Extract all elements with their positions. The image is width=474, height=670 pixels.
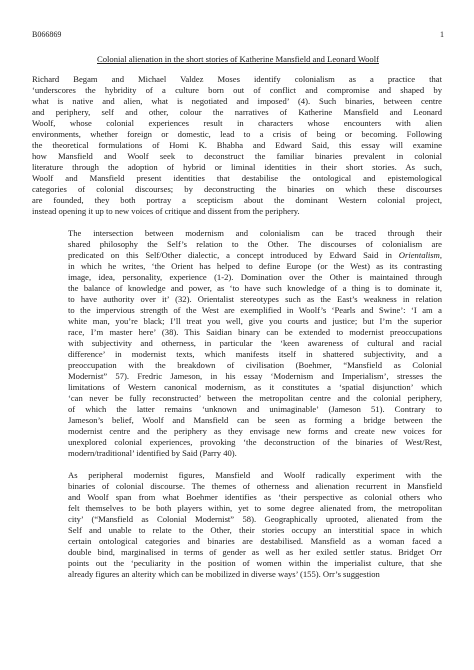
- work-title: Orientalism: [398, 250, 440, 260]
- essay-title: Colonial alienation in the short stories of Katherine Mansfield and Leonard Woolf: [97, 54, 379, 64]
- essay-body: [32, 74, 442, 580]
- text-line: to have authority over it’ (32). Orientalist stereotypes such as the East’s weakness in relation: [68, 294, 442, 304]
- text-line: the theoretical formulations of Homi K. Bhabha and Edward Said, this essay will examine: [32, 140, 442, 150]
- text-line: Woolf, whose colonial experiences result in characters whose encounters with alien: [32, 118, 442, 128]
- text-line: and periphery, self and other, colour the narratives of Katherine Mansfield and Leonard: [32, 107, 442, 117]
- text-line: difference’ in modernist texts, which manifests itself in shattered subjectivity, and a: [68, 349, 442, 359]
- text-line: to the impervious strength of the West are exemplified in Woolf’s ‘Pearls and Swine’: ‘I am a: [68, 305, 442, 315]
- page-number: 1: [440, 30, 444, 39]
- text-line: are founded, they both portray a scepticism about the dominant Western colonial project,: [32, 195, 442, 205]
- text-line: categories of colonial discourses; by deconstructing the binaries on which these discourses: [32, 184, 442, 194]
- student-id: B066869: [32, 30, 62, 39]
- paragraph-3: [32, 470, 442, 580]
- text-line: modern/traditional’ identified by Said (Parry 40).: [68, 448, 237, 458]
- text-line: image, idea, personality, experience (1-2). Domination over the Other is maintained through: [68, 272, 442, 282]
- text-line: unexplored colonial experiences, provoking ‘the deconstruction of the binaries of West/Rest,: [68, 437, 442, 447]
- text-line: ‘can never be fully reconstructed’ between the metropolitan centre and the colonial periphery,: [68, 393, 442, 403]
- text-line: city’ (“Mansfield as Colonial Modernist” 58). Geographically uprooted, alienated from the: [68, 514, 442, 524]
- text-line: what is native and alien, what is negotiated and imposed’ (4). Such binaries, between centre: [32, 96, 442, 106]
- text-line: literature through the adoption of hybrid or liminal identities in their short stories. As such,: [32, 162, 442, 172]
- text-line: Jameson’s belief, Woolf and Mansfield can be seen as forming a bridge between the: [68, 415, 442, 425]
- text-line: preoccupation with the breakdown of civilisation (Boehmer, “Mansfield as Colonial: [68, 360, 442, 370]
- paragraph-1: [32, 74, 442, 217]
- text-line: of which the latter remains ‘unknown and unimaginable’ (Jameson 51). Contrary to: [68, 404, 442, 414]
- paragraph-2: [32, 228, 442, 459]
- text-line: points out the ‘peculiarity in the position of women within the imperialist culture, that she: [68, 558, 442, 568]
- text-line: certain ontological categories and binaries are destabilised. Mansfield as a woman faced a: [68, 536, 442, 546]
- text-line: how Mansfield and Woolf seek to deconstruct the familiar binaries prevalent in colonial: [32, 151, 442, 161]
- text-line: ‘underscores the hybridity of a culture born out of conflict and compromise and shaped by: [32, 85, 442, 95]
- text-line: and Woolf span from what Boehmer identifies as ‘their perspective as colonial others who: [68, 492, 442, 502]
- text-line: As peripheral modernist figures, Mansfield and Woolf radically experiment with the: [68, 470, 442, 480]
- text-line: modernist centre and the periphery as they envisage new forms and create new voices for: [68, 426, 442, 436]
- text-line: binaries of colonial discourse. The themes of otherness and alienation recurrent in Mansfield: [68, 481, 442, 491]
- text-line: with subjectivity and otherness, in particular the ‘keen awareness of cultural and racial: [68, 338, 442, 348]
- text-line: Modernist” 57). Fredric Jameson, in his essay ‘Modernism and Imperialism’, stresses the: [68, 371, 442, 381]
- text-line: double bind, marginalised in terms of gender as well as her exiled settler status. Bridget Orr: [68, 547, 442, 557]
- text-line: instead opening it up to new voices of critique and dissent from the periphery.: [32, 206, 300, 216]
- text-line: shared philosophy the Self’s relation to the Other. The discourses of colonialism are: [68, 239, 442, 249]
- text-line: felt themselves to be both players within, yet to some degree alienated from, the metropolitan: [68, 503, 442, 513]
- text-line: environments, whether foreign or domestic, lead to a crisis of being or becoming. Following: [32, 129, 442, 139]
- punctuation: ,: [439, 250, 442, 260]
- text-line: race, I’m master here’ (38). This Saidian binary can be extended to modernist preoccupations: [68, 327, 442, 337]
- text-line: predicated on this Self/Other dialectic, a concept introduced by Edward Said in Orientalism,: [68, 250, 442, 260]
- text-line: The intersection between modernism and colonialism can be traced through their: [68, 228, 442, 238]
- text-line: limitations of Western canonical modernism, as it constitutes a ‘spatial disjunction’ which: [68, 382, 442, 392]
- text-line: in which he writes, ‘the Orient has helped to define Europe (or the West) as its contrasting: [68, 261, 442, 271]
- text-line: the balance of knowledge and power, as ‘to have such knowledge of a thing is to dominate it,: [68, 283, 442, 293]
- text-line: Richard Begam and Michael Valdez Moses identify colonialism as a practice that: [32, 74, 442, 84]
- text-line: Woolf and Mansfield present identities that destabilise the ontological and epistemological: [32, 173, 442, 183]
- text-line: already figures an alterity which can be mobilized in diverse ways’ (155). Orr’s suggestion: [68, 569, 380, 579]
- text-line: Self and unable to relate to the Other, their stories occupy an interstitial space in which: [68, 525, 442, 535]
- text-line: white man, you’re black; I’ll treat you well, give you courts and justice; but I’m the superior: [68, 316, 442, 326]
